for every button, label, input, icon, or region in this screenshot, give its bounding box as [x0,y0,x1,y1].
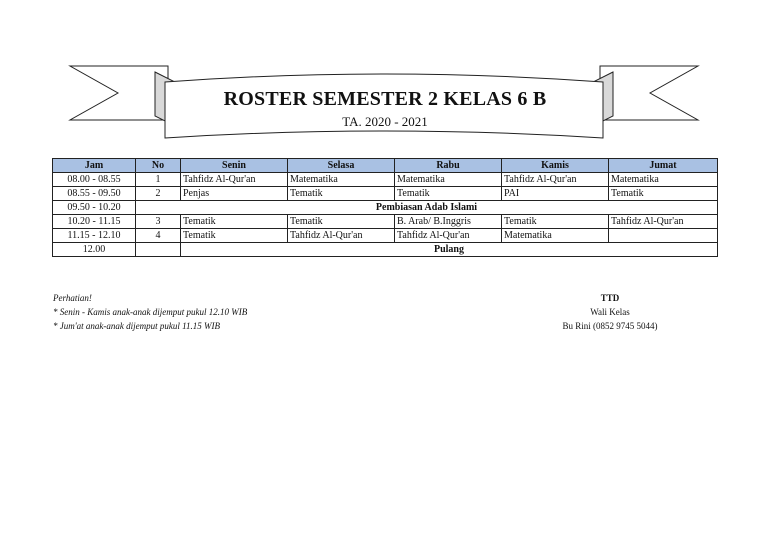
cell-senin: Tematik [181,215,288,229]
cell-no: 4 [136,229,181,243]
cell-rabu: Tematik [395,187,502,201]
notes-heading: Perhatian! [53,293,92,303]
cell-rabu: B. Arab/ B.Inggris [395,215,502,229]
signature-name: Bu Rini (0852 9745 5044) [562,321,658,331]
schedule-table [52,158,718,257]
cell-break-activity: Pembiasan Adab Islami [136,201,718,215]
cell-jam: 09.50 - 10.20 [53,201,136,215]
table-row [53,187,718,201]
cell-jam: 11.15 - 12.10 [53,229,136,243]
notes-block [53,291,247,333]
cell-kamis: Matematika [502,229,609,243]
table-row [53,243,718,257]
header-selasa: Selasa [288,159,395,173]
cell-jumat: Matematika [609,173,718,187]
table-row [53,173,718,187]
header-jam: Jam [53,159,136,173]
cell-no: 3 [136,215,181,229]
cell-senin: Tahfidz Al-Qur'an [181,173,288,187]
cell-no: 2 [136,187,181,201]
header-kamis: Kamis [502,159,609,173]
signature-role: Wali Kelas [590,307,630,317]
cell-jumat: Tahfidz Al-Qur'an [609,215,718,229]
cell-kamis: PAI [502,187,609,201]
table-row [53,229,718,243]
header-no: No [136,159,181,173]
header-jumat: Jumat [609,159,718,173]
cell-rabu: Tahfidz Al-Qur'an [395,229,502,243]
table-row [53,215,718,229]
cell-jam: 08.00 - 08.55 [53,173,136,187]
cell-rabu: Matematika [395,173,502,187]
signature-label: TTD [600,293,620,303]
cell-jam: 12.00 [53,243,136,257]
cell-senin: Penjas [181,187,288,201]
signature-block [540,291,680,333]
table-row [53,201,718,215]
cell-selasa: Matematika [288,173,395,187]
cell-jam: 08.55 - 09.50 [53,187,136,201]
notes-line: * Jum'at anak-anak dijemput pukul 11.15 WIB [53,321,220,331]
cell-selasa: Tematik [288,187,395,201]
table-header-row [53,159,718,173]
page-title: ROSTER SEMESTER 2 KELAS 6 B [223,88,547,110]
cell-kamis: Tahfidz Al-Qur'an [502,173,609,187]
cell-jumat: Tematik [609,187,718,201]
cell-no [136,243,181,257]
academic-year: TA. 2020 - 2021 [342,114,428,129]
cell-kamis: Tematik [502,215,609,229]
cell-selasa: Tahfidz Al-Qur'an [288,229,395,243]
cell-selasa: Tematik [288,215,395,229]
cell-jumat [609,229,718,243]
cell-senin: Tematik [181,229,288,243]
notes-line: * Senin - Kamis anak-anak dijemput pukul 12.10 WIB [53,307,248,317]
cell-no: 1 [136,173,181,187]
header-rabu: Rabu [395,159,502,173]
header-senin: Senin [181,159,288,173]
cell-jam: 10.20 - 11.15 [53,215,136,229]
cell-dismissal: Pulang [181,243,718,257]
